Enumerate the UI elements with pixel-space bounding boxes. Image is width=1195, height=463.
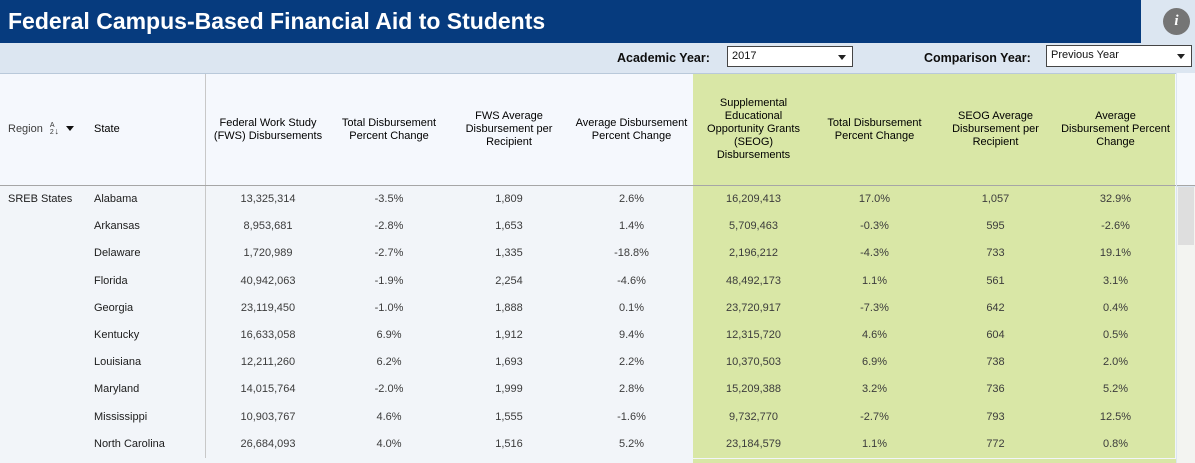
region-header-label: Region	[8, 123, 43, 135]
fws-disbursements-cell: 16,633,058	[240, 329, 296, 342]
seog-disbursements-cell: 5,709,463	[693, 213, 814, 240]
fws-avg-per-recipient-cell: 1,335	[495, 247, 523, 260]
fws-disbursements-cell: 12,211,260	[240, 356, 296, 369]
vertical-scrollbar	[1177, 73, 1195, 463]
fws-disbursements-cell: 1,720,989	[243, 247, 293, 260]
fws-disbursements-cell: 26,684,093	[240, 437, 296, 450]
region-cell	[0, 240, 86, 267]
fws-avg-pct-change-cell: -18.8%	[614, 247, 649, 260]
seog-avg-per-recipient-cell: 736	[935, 376, 1056, 403]
scrollbar-track[interactable]	[1177, 187, 1195, 463]
fws-avg-per-recipient-cell: 1,516	[495, 437, 523, 450]
fws-avg-pct-change-cell: 0.1%	[618, 301, 645, 314]
fws-total-pct-change-cell: -2.0%	[374, 383, 404, 396]
state-cell: Mississippi	[86, 404, 206, 431]
fws-avg-pct-change-header: Average Disbursement Percent Change	[575, 116, 688, 142]
fws-disbursements-cell: 8,953,681	[243, 220, 293, 233]
region-cell	[0, 213, 86, 240]
seog-avg-pct-change-cell: 0.4%	[1056, 295, 1175, 322]
fws-total-pct-change-cell: -1.9%	[374, 274, 404, 287]
state-cell: North Carolina	[86, 431, 206, 458]
fws-disbursements-cell: 13,325,314	[240, 193, 296, 206]
fws-total-pct-change-cell: 4.6%	[376, 410, 402, 423]
state-cell: Arkansas	[86, 213, 206, 240]
seog-total-pct-change-cell: 1.1%	[814, 431, 935, 458]
fws-avg-pct-change-cell: -4.6%	[617, 274, 646, 287]
fws-avg-per-recipient-cell: 1,888	[495, 301, 523, 314]
seog-avg-per-recipient-cell: 595	[935, 213, 1056, 240]
table-row	[0, 431, 1176, 458]
fws-disbursements-header: Federal Work Study (FWS) Disbursements	[213, 116, 323, 142]
academic-year-value: 2017	[732, 50, 757, 62]
fws-avg-per-recipient-cell: 1,809	[495, 193, 523, 206]
seog-disbursements-cell: 23,184,579	[693, 431, 814, 458]
seog-disbursements-cell: 12,315,720	[693, 322, 814, 349]
seog-disbursements-cell: 48,492,173	[693, 268, 814, 295]
seog-total-pct-change-cell: -0.3%	[814, 213, 935, 240]
academic-year-select[interactable]	[727, 46, 853, 67]
fws-avg-pct-change-cell: 5.2%	[618, 437, 645, 450]
seog-avg-pct-change-cell: 12.5%	[1056, 404, 1175, 431]
state-cell: Maryland	[86, 376, 206, 403]
fws-total-pct-change-cell: 4.0%	[376, 437, 402, 450]
fws-avg-pct-change-cell: 2.2%	[618, 356, 645, 369]
seog-disbursements-cell: 16,209,413	[693, 186, 814, 213]
fws-total-pct-change-cell: 6.9%	[376, 329, 402, 342]
table-row	[0, 186, 1176, 213]
seog-avg-pct-change-header: Average Disbursement Percent Change	[1056, 74, 1175, 185]
seog-avg-pct-change-cell: 32.9%	[1056, 186, 1175, 213]
seog-total-pct-change-cell: 17.0%	[814, 186, 935, 213]
fws-avg-per-recipient-cell: 1,555	[495, 410, 523, 423]
region-cell	[0, 431, 86, 458]
seog-avg-per-recipient-cell: 793	[935, 404, 1056, 431]
table-row	[0, 268, 1176, 295]
seog-avg-pct-change-cell: 3.1%	[1056, 268, 1175, 295]
fws-disbursements-cell: 10,903,767	[240, 410, 296, 423]
info-icon[interactable]: i	[1163, 8, 1190, 35]
fws-avg-per-recipient-cell: 1,912	[495, 329, 523, 342]
chevron-down-icon	[838, 55, 846, 60]
seog-avg-per-recipient-header: SEOG Average Disbursement per Recipient	[935, 74, 1056, 185]
table-body	[0, 186, 1176, 458]
comparison-year-label: Comparison Year:	[924, 51, 1031, 65]
academic-year-label: Academic Year:	[617, 51, 710, 65]
seog-avg-pct-change-cell: 0.5%	[1056, 322, 1175, 349]
fws-disbursements-cell: 40,942,063	[240, 274, 296, 287]
data-table	[0, 73, 1176, 463]
seog-avg-per-recipient-cell: 1,057	[935, 186, 1056, 213]
seog-avg-per-recipient-cell: 733	[935, 240, 1056, 267]
seog-total-pct-change-cell: -7.3%	[814, 295, 935, 322]
fws-avg-per-recipient-cell: 1,999	[495, 383, 523, 396]
seog-avg-per-recipient-cell: 642	[935, 295, 1056, 322]
chevron-down-icon	[1177, 54, 1185, 59]
fws-total-pct-change-cell: -1.0%	[374, 301, 404, 314]
fws-avg-pct-change-cell: 2.8%	[618, 383, 645, 396]
table-row	[0, 295, 1176, 322]
fws-total-pct-change-cell: -2.7%	[374, 247, 404, 260]
sort-az-icon[interactable]: A 2 ↓	[49, 122, 60, 136]
region-cell	[0, 322, 86, 349]
region-cell	[0, 295, 86, 322]
region-cell	[0, 268, 86, 295]
region-cell	[0, 376, 86, 403]
seog-disbursements-cell: 2,196,212	[693, 240, 814, 267]
comparison-year-select[interactable]	[1046, 45, 1192, 67]
column-menu-caret-icon[interactable]	[66, 126, 74, 131]
region-cell	[0, 404, 86, 431]
region-column-header	[0, 74, 86, 185]
seog-avg-per-recipient-cell: 604	[935, 322, 1056, 349]
fws-avg-pct-change-cell: 9.4%	[618, 329, 645, 342]
fws-total-pct-change-cell: -2.8%	[374, 220, 404, 233]
seog-total-pct-change-cell: 6.9%	[814, 349, 935, 376]
state-cell: Alabama	[86, 186, 206, 213]
fws-avg-pct-change-cell: -1.6%	[617, 410, 646, 423]
table-row	[0, 240, 1176, 267]
comparison-year-value: Previous Year	[1051, 49, 1119, 61]
state-cell: Florida	[86, 268, 206, 295]
table-row	[0, 404, 1176, 431]
fws-avg-per-recipient-cell: 1,653	[495, 220, 523, 233]
state-cell: Delaware	[86, 240, 206, 267]
seog-total-pct-change-cell: -4.3%	[814, 240, 935, 267]
fws-total-pct-change-header: Total Disbursement Percent Change	[341, 116, 437, 142]
fws-avg-per-recipient-header: FWS Average Disbursement per Recipient	[465, 110, 553, 148]
scrollbar-thumb[interactable]	[1178, 187, 1194, 245]
seog-avg-pct-change-cell: 19.1%	[1056, 240, 1175, 267]
seog-disbursements-cell: 10,370,503	[693, 349, 814, 376]
fws-disbursements-cell: 14,015,764	[240, 383, 296, 396]
state-column-header: State	[86, 74, 206, 185]
seog-total-pct-change-cell: -2.7%	[814, 404, 935, 431]
seog-section-background	[693, 459, 1176, 463]
seog-disbursements-cell: 23,720,917	[693, 295, 814, 322]
fws-avg-pct-change-cell: 2.6%	[618, 193, 645, 206]
fws-total-pct-change-cell: -3.5%	[374, 193, 404, 206]
table-row	[0, 213, 1176, 240]
table-row	[0, 376, 1176, 403]
title-bar	[0, 0, 1141, 43]
fws-disbursements-cell: 23,119,450	[240, 301, 296, 314]
seog-avg-pct-change-cell: 2.0%	[1056, 349, 1175, 376]
table-header-row	[0, 74, 1176, 186]
fws-avg-per-recipient-cell: 2,254	[495, 274, 523, 287]
scrollbar-header-spacer	[1177, 73, 1195, 186]
seog-avg-per-recipient-cell: 738	[935, 349, 1056, 376]
seog-avg-pct-change-cell: -2.6%	[1056, 213, 1175, 240]
seog-total-pct-change-cell: 4.6%	[814, 322, 935, 349]
state-cell: Georgia	[86, 295, 206, 322]
seog-avg-pct-change-cell: 0.8%	[1056, 431, 1175, 458]
fws-avg-per-recipient-cell: 1,693	[495, 356, 523, 369]
seog-avg-pct-change-cell: 5.2%	[1056, 376, 1175, 403]
table-row	[0, 322, 1176, 349]
seog-total-pct-change-cell: 1.1%	[814, 268, 935, 295]
state-cell: Louisiana	[86, 349, 206, 376]
region-cell: SREB States	[8, 193, 73, 206]
state-cell: Kentucky	[86, 322, 206, 349]
seog-disbursements-header: Supplemental Educational Opportunity Grants (SEOG) Disbursements	[693, 74, 814, 185]
fws-avg-pct-change-cell: 1.4%	[618, 220, 645, 233]
seog-avg-per-recipient-cell: 561	[935, 268, 1056, 295]
region-cell	[0, 349, 86, 376]
seog-disbursements-cell: 9,732,770	[693, 404, 814, 431]
seog-total-pct-change-header: Total Disbursement Percent Change	[814, 74, 935, 185]
page-title: Federal Campus-Based Financial Aid to Students	[8, 8, 546, 34]
seog-total-pct-change-cell: 3.2%	[814, 376, 935, 403]
seog-avg-per-recipient-cell: 772	[935, 431, 1056, 458]
table-row	[0, 349, 1176, 376]
seog-disbursements-cell: 15,209,388	[693, 376, 814, 403]
fws-total-pct-change-cell: 6.2%	[376, 356, 402, 369]
